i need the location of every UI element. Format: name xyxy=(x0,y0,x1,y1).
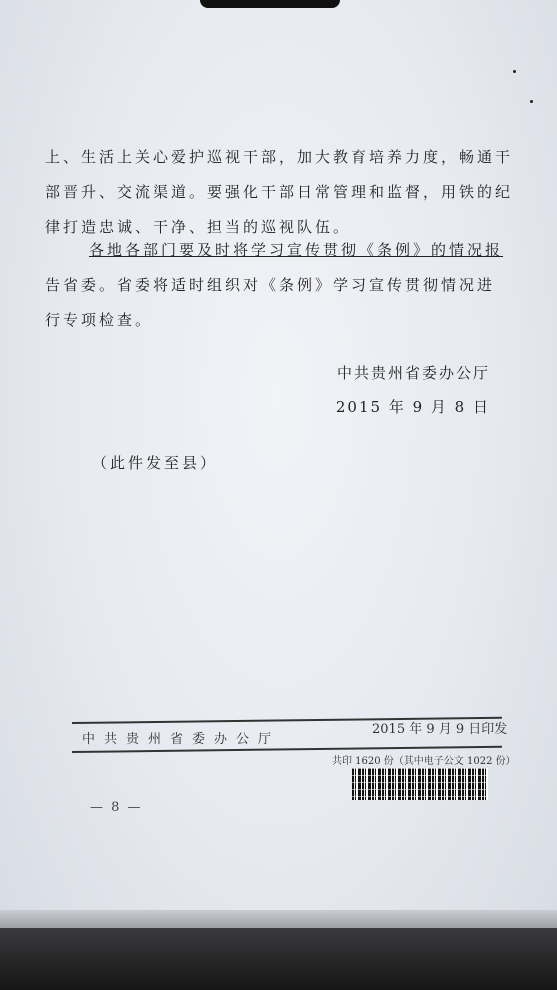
text-line: 部晋升、交流渠道。要强化干部日常管理和监督，用铁的纪 xyxy=(45,183,514,201)
paragraph-report-instruction xyxy=(45,233,505,338)
print-count: 共印 1620 份（其中电子公文 1022 份） xyxy=(332,756,516,767)
paper-edge xyxy=(0,910,557,928)
text-line: 律打造忠诚、干净、担当的巡视队伍。 xyxy=(45,218,352,236)
text-line: 行专项检查。 xyxy=(45,311,154,329)
shadow xyxy=(200,0,340,8)
paragraph-inspection-cadres xyxy=(45,140,514,245)
text-line: 各地各部门要及时将学习宣传贯彻《条例》的情况报 xyxy=(89,241,504,259)
speck xyxy=(530,100,533,103)
text-line: 上、生活上关心爱护巡视干部，加大教育培养力度，畅通干 xyxy=(45,148,514,166)
signature-block xyxy=(300,356,490,424)
distribution-note: （此件发至县） xyxy=(92,454,219,472)
footer-office: 中共贵州省委办公厅 xyxy=(82,732,281,747)
issue-date: 2015 年 9 月 8 日 xyxy=(335,398,490,416)
text-line: 告省委。省委将适时组织对《条例》学习宣传贯彻情况进 xyxy=(45,276,496,294)
speck xyxy=(513,70,516,73)
footer-print-date: 2015 年 9 月 9 日印发 xyxy=(372,722,508,737)
page-number: — 8 — xyxy=(90,800,143,815)
table-surface xyxy=(0,928,557,990)
barcode xyxy=(352,768,488,800)
issuing-office: 中共贵州省委办公厅 xyxy=(336,364,490,382)
